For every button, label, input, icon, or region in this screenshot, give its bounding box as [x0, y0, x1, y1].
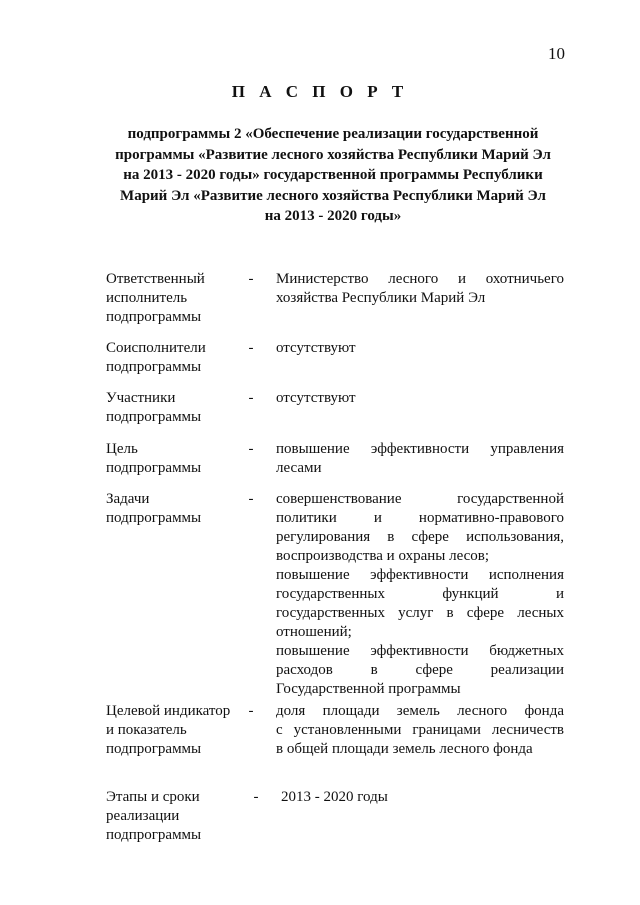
row-value	[276, 339, 564, 358]
row-label	[106, 270, 242, 327]
row-label-line: исполнитель	[106, 290, 188, 306]
row-label	[106, 389, 242, 427]
row-value-line: хозяйства Республики Марий Эл	[276, 290, 486, 306]
page-title: П А С П О Р Т	[231, 82, 409, 101]
row-value-line: воспроизводства и охраны лесов;	[276, 548, 490, 564]
row-value	[276, 440, 564, 478]
row-value-line: повышение эффективности бюджетных	[276, 643, 564, 659]
row-label-line: подпрограммы	[106, 510, 202, 526]
row-label	[106, 702, 242, 759]
subtitle	[110, 124, 556, 227]
row-label-line: подпрограммы	[106, 359, 202, 375]
row-label-line: реализации	[106, 808, 180, 824]
row-value-line: отсутствуют	[276, 340, 356, 356]
row-value-line: лесами	[276, 460, 322, 476]
row-value-line: расходов в сфере реализации	[276, 662, 564, 678]
row-value	[276, 702, 564, 759]
row-value-line: отношений;	[276, 624, 352, 640]
subtitle-line: Марий Эл «Развитие лесного хозяйства Республики Марий Эл	[120, 187, 546, 204]
row-label	[106, 440, 242, 478]
row-label-line: подпрограммы	[106, 409, 202, 425]
row-value	[276, 389, 564, 408]
row-value-line: отсутствуют	[276, 390, 356, 406]
row-value	[276, 270, 564, 308]
row-value-line: повышение эффективности управления	[276, 441, 564, 457]
row-dash: -	[248, 271, 254, 287]
row-label-line: Этапы и сроки	[106, 789, 200, 805]
row-label-line: Целевой индикатор	[106, 703, 231, 719]
row-dash: -	[253, 789, 259, 805]
row-value-line: в общей площади земель лесного фонда	[276, 741, 533, 757]
row-label-line: и показатель	[106, 722, 187, 738]
row-value-line: с установленными границами лесничеств	[276, 722, 564, 738]
row-value-line: Министерство лесного и охотничьего	[276, 271, 564, 287]
subtitle-line: подпрограммы 2 «Обеспечение реализации государственной	[127, 126, 539, 142]
row-label-line: подпрограммы	[106, 309, 202, 325]
row-value-line: Государственной программы	[276, 681, 461, 697]
row-dash: -	[248, 491, 254, 507]
row-dash: -	[248, 390, 254, 406]
page-number: 10	[548, 44, 565, 63]
row-value-line: политики и нормативно-правового	[276, 510, 564, 526]
row-value	[281, 788, 569, 807]
row-label-line: Ответственный	[106, 271, 205, 287]
row-label-line: Задачи	[106, 491, 150, 507]
row-label-line: Соисполнители	[106, 340, 206, 356]
row-value-line: государственных функций и	[276, 586, 564, 602]
subtitle-line: на 2013 - 2020 годы» государственной программы Республики	[123, 167, 543, 183]
row-label-line: подпрограммы	[106, 460, 202, 476]
row-value-line: доля площади земель лесного фонда	[276, 703, 564, 719]
row-dash: -	[248, 441, 254, 457]
row-value-line: повышение эффективности исполнения	[276, 567, 564, 583]
row-label-line: подпрограммы	[106, 741, 202, 757]
row-value	[276, 490, 564, 699]
row-label-line: подпрограммы	[106, 827, 202, 843]
row-dash: -	[248, 703, 254, 719]
row-value-line: государственных услуг в сфере лесных	[276, 605, 564, 621]
row-dash: -	[248, 340, 254, 356]
row-label-line: Участники	[106, 390, 176, 406]
row-value-line: 2013 - 2020 годы	[281, 789, 388, 805]
subtitle-line: программы «Развитие лесного хозяйства Республики Марий Эл	[115, 146, 551, 163]
row-label	[106, 788, 242, 845]
subtitle-line: на 2013 - 2020 годы»	[264, 208, 402, 224]
row-label	[106, 490, 242, 528]
row-value-line: совершенствование государственной	[276, 491, 564, 507]
row-value-line: регулирования в сфере использования,	[276, 529, 564, 545]
row-label	[106, 339, 242, 377]
row-label-line: Цель	[106, 441, 138, 457]
